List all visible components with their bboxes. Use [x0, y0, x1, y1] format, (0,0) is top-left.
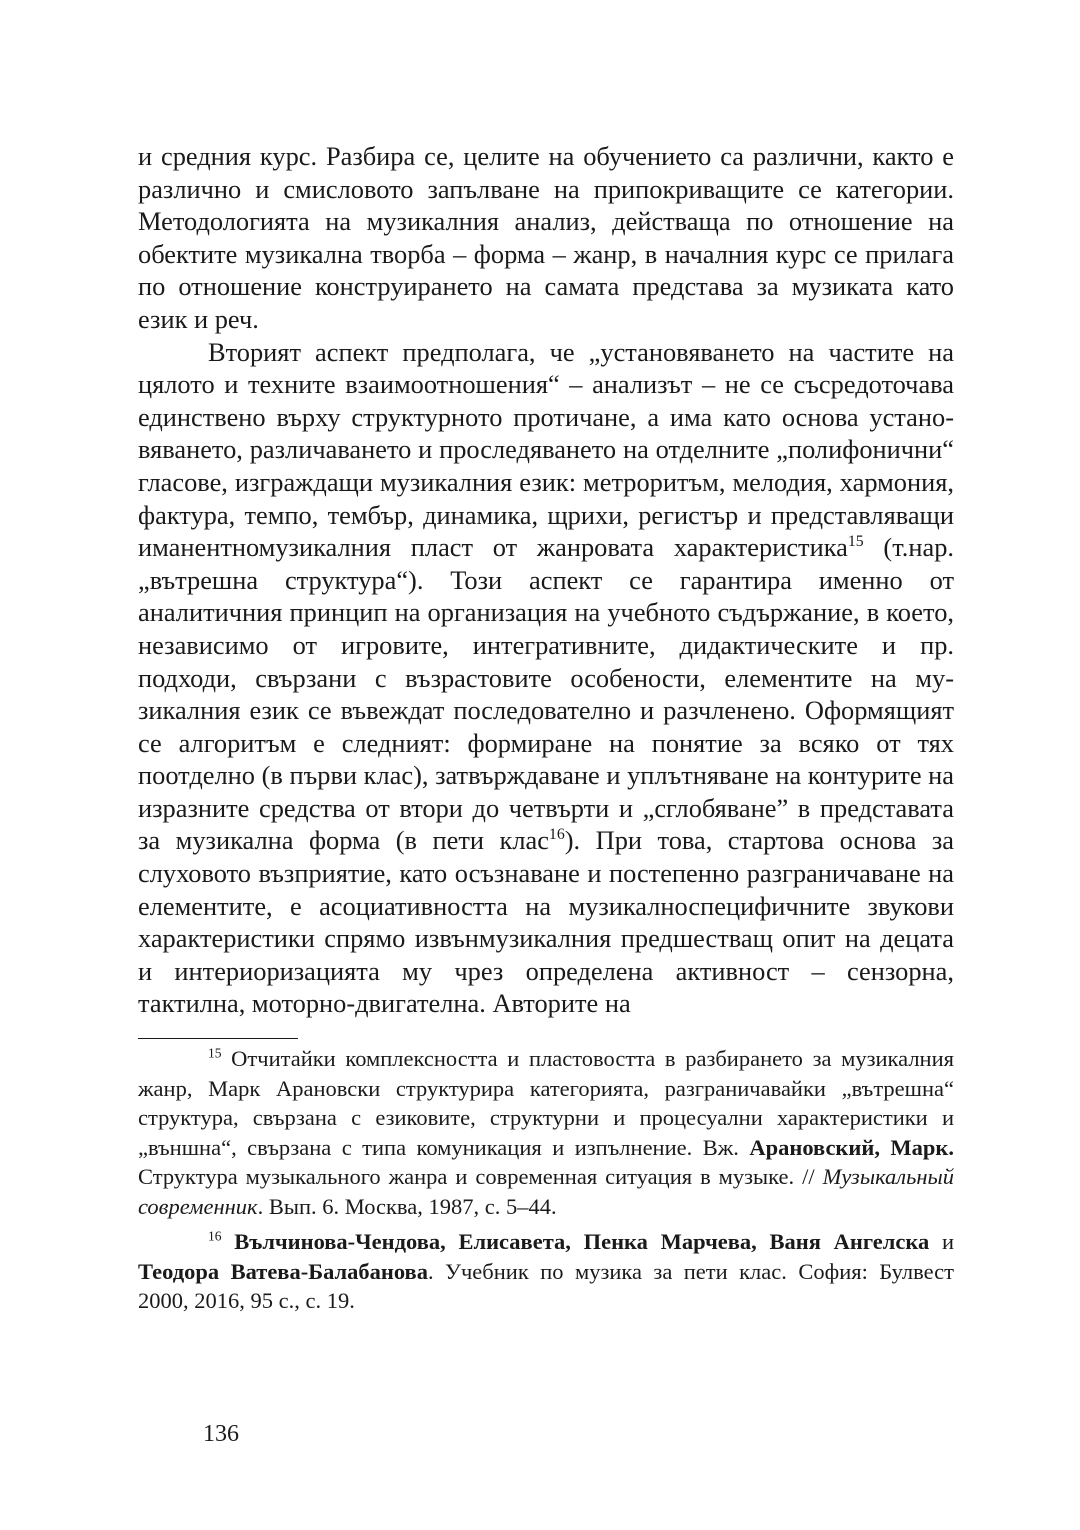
footnote-16-authors-b: Теодора Ватева-Балабанова: [138, 1258, 428, 1284]
footnote-15-text-c: . Вып. 6. Москва, 1987, с. 5–44.: [257, 1193, 557, 1219]
footnote-15-text-a: Отчитайки комплексността и пластовостта в разбирането за музикалния жанр, Марк Арановски структурира категорията, разграничавайки „вътрешна“ структура, свързана с езиковите, структурни и процесуални характеристики и „външна“, свързана с типа комуникация и изпълнение. Вж.: [138, 1046, 954, 1160]
paragraph-1: [138, 140, 954, 336]
footnote-16: [138, 1227, 954, 1316]
footnote-16-conjunction: и: [929, 1229, 954, 1255]
paragraph-2-text-a: Вторият аспект предполага, че „установяването на частите на цялото и техните взаимоотношения“ – анализът – не се съсредоточава единствено върху структурното протичане, а има като основа установяването, различаването и проследяването на отделните „полифонични“ гласове, изграждащи музикалния език: метроритъм, мелодия, хармония, фактура, темпо, тембър, динамика, щрихи, регистър и представляващи иманентномузикалния пласт от жанровата характеристика: [138, 336, 954, 563]
footnote-15: [138, 1044, 954, 1221]
footnote-15-number: 15: [208, 1045, 222, 1061]
footnote-ref-15[interactable]: 15: [847, 533, 864, 551]
page-number: 136: [203, 1421, 239, 1447]
paragraph-2: [138, 336, 954, 1020]
footnote-16-authors-a: Вълчинова-Чендова, Елисавета, Пенка Марчева, Ваня Ангелска: [234, 1229, 930, 1255]
paragraph-2-text-c: ). При това, стартова основа за слуховото възприятие, като осъзнаване и постепенно разграничаване на елементите, е асоциативността на музикалноспецифичните звукови характеристики спрямо извънмузикалния предшестващ опит на децата и интериоризацията му чрез определена активност – сензорна, тактилна, моторно-двигателна. Авторите на: [138, 825, 954, 1019]
footnote-15-author: Арановский, Марк.: [749, 1134, 955, 1160]
footnote-15-text-b: Структура музыкального жанра и современная ситуация в музыке. //: [138, 1164, 823, 1190]
footnote-16-text: . Учебник по музика за пети клас. София: Булвест 2000, 2016, 95 с., с. 19.: [138, 1258, 954, 1314]
main-text: [138, 140, 954, 1020]
footnote-ref-16[interactable]: 16: [548, 826, 565, 844]
paragraph-2-text-b: (т.нар. „вътрешна структура“). Този аспект се гарантира именно от аналитичния принцип на организация на учебното съдържание, в което, независимо от игровите, интегративните, дидактическите и пр. подходи, свързани с възрастовите особености, елементите на музикалния език се въвеждат последователно и разчленено. Оформящият се алгоритъм е следният: формиране на понятие за всяко от тях поотделно (в първи клас), затвърждаване и уплътняване на контурите на изразните средства от втори до четвърти и „сглобяване” в представата за музикална форма (в пети клас: [138, 532, 954, 856]
footnote-divider: [138, 1038, 298, 1039]
footnotes: [138, 1044, 954, 1316]
paragraph-1-text: и средния курс. Разбира се, целите на обучението са различни, както е различно и смисловото запълване на припокриващите се категории. Методологията на музикалния анализ, действаща по отношение на обектите музикална творба – форма – жанр, в началния курс се прилага по отношение конструирането на самата представа за музиката като език и реч.: [138, 141, 954, 334]
footnote-16-number: 16: [208, 1228, 222, 1244]
footnote-15-journal: Музыкальный современник: [138, 1164, 954, 1219]
page: [138, 140, 954, 1322]
